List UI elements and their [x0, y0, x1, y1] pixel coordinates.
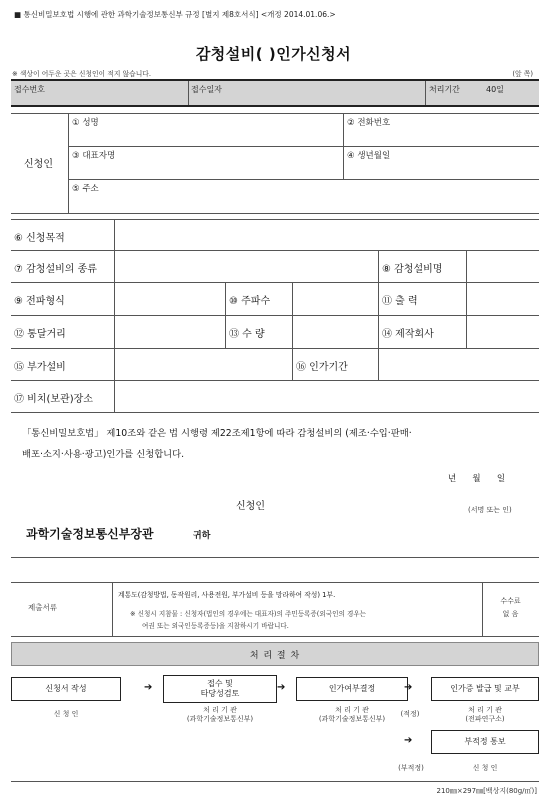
actor-applicant: 신 청 인	[53, 710, 79, 718]
purpose-label: ⑥ 신청목적	[14, 233, 65, 244]
actor-agency-line-1: 처 리 기 관	[203, 706, 237, 714]
divider	[482, 582, 483, 636]
radio-format-label: ⑨ 전파형식	[14, 296, 65, 307]
declaration-line-2: 배포·소지·사용·광고)인가를 신청합니다.	[22, 449, 185, 460]
row-rule	[11, 412, 539, 413]
processing-period-value: 40일	[486, 85, 504, 94]
actor-agency	[163, 706, 277, 725]
step-application: 신청서 작성	[11, 677, 121, 701]
recipient-name: 과학기술정보통신부장관	[26, 527, 154, 541]
row-rule	[11, 380, 539, 381]
frequency-label: ⑩ 주파수	[229, 296, 271, 307]
actor-agency-line-2: (과학기술정보통신부)	[186, 715, 254, 724]
shaded-note: ※ 색상이 어두운 곳은 신청인이 적지 않습니다.	[12, 70, 152, 78]
actor-radio-institute-line-1: 처 리 기 관	[468, 706, 502, 714]
receipt-bottom-rule	[11, 105, 539, 107]
footer-rule	[11, 781, 539, 782]
attachment-note-2: 여권 또는 외국인등록증등)을 지참하시기 바랍니다.	[142, 622, 289, 630]
phone-field[interactable]: ② 전화번호	[347, 118, 391, 128]
recipient-honorific: 귀하	[193, 531, 211, 541]
representative-field[interactable]: ③ 대표자명	[72, 151, 116, 161]
divider	[188, 81, 189, 105]
actor-agency-decision-line-1: 처 리 기 관	[335, 706, 369, 714]
actor-agency-decision	[296, 706, 408, 725]
step-review-line-1: 접수 및	[207, 678, 233, 688]
row-rule	[11, 348, 539, 349]
divider	[112, 582, 113, 636]
name-field[interactable]: ① 성명	[72, 118, 99, 128]
approval-period-label: ⑯ 인가기간	[296, 362, 348, 373]
step-review	[163, 675, 277, 703]
manufacturer-label: ⑭ 제작회사	[382, 329, 434, 340]
row-rule	[11, 582, 539, 583]
output-label: ⑪ 출 력	[382, 296, 418, 307]
purpose-input[interactable]	[115, 220, 539, 250]
divider	[378, 348, 379, 380]
attachment-document: 계통도(감청방법, 동작원리, 사용전원, 부가설비 등을 망라하여 작성) 1부.	[118, 591, 336, 599]
row-rule	[11, 213, 539, 214]
divider	[292, 348, 293, 380]
quantity-label: ⑬ 수 량	[229, 329, 265, 340]
row-rule	[68, 146, 539, 147]
row-rule	[11, 557, 539, 558]
distance-label: ⑫ 통달거리	[14, 329, 66, 340]
declaration-line-1: 「통신비밀보호법」 제10조와 같은 법 시행령 제22조제1항에 따라 감청설비의 (제조·수입·판매·	[22, 428, 412, 439]
row-rule	[11, 315, 539, 316]
signature-placeholder[interactable]: (서명 또는 인)	[468, 506, 512, 514]
arrow-right-icon: ➔	[404, 682, 413, 693]
attachments-label: 제출서류	[28, 603, 57, 612]
step-issuance: 인가증 발급 및 교부	[431, 677, 539, 701]
applicant-top-rule	[11, 113, 539, 114]
row-rule	[11, 282, 539, 283]
step-review-line-2: 타당성검토	[200, 689, 240, 698]
actor-radio-institute-line-2: (전파연구소)	[465, 715, 505, 724]
row-rule	[11, 250, 539, 251]
divider	[466, 250, 467, 282]
processing-period-label: 처리기간	[429, 85, 460, 94]
actor-agency-decision-line-2: (과학기술정보통신부)	[318, 715, 386, 724]
divider	[68, 113, 69, 213]
birthdate-field[interactable]: ④ 생년월일	[347, 151, 391, 161]
applicant-section-label: 신청인	[24, 159, 53, 170]
fee-label: 수수료	[500, 597, 521, 605]
accessories-label: ⑮ 부가설비	[14, 362, 66, 373]
divider	[378, 250, 379, 282]
row-rule	[11, 636, 539, 637]
condition-appropriate: (적정)	[400, 710, 420, 718]
fee-value: 없 음	[502, 610, 519, 618]
divider	[425, 81, 426, 105]
page-title: 감청설비( )인가신청서	[195, 45, 352, 63]
date-line: 년 월 일	[448, 474, 506, 484]
actor-radio-institute	[431, 706, 539, 725]
location-label: ⑰ 비치(보관)장소	[14, 394, 93, 405]
arrow-right-icon: ➔	[277, 682, 286, 693]
receipt-number-label: 접수번호	[14, 85, 45, 94]
row-rule	[68, 179, 539, 180]
applicant-signature-label: 신청인	[236, 501, 265, 512]
paper-size: 210㎜×297㎜[백상지(80g/㎡)]	[436, 787, 537, 795]
receipt-date-label: 접수일자	[191, 85, 222, 94]
condition-inappropriate: (부적정)	[398, 764, 424, 772]
process-header: 처 리 절 차	[11, 642, 539, 666]
arrow-right-icon: ➔	[144, 682, 153, 693]
attachment-note-1: ※ 신청시 지참물 : 신청자(법인의 경우에는 대표자)의 주민등록증(외국인의 경우는	[130, 610, 367, 618]
actor-applicant-2: 신 청 인	[472, 764, 498, 772]
page-side-label: (앞 쪽)	[512, 70, 533, 78]
equipment-name-label: ⑧ 감청설비명	[382, 264, 443, 275]
step-decision: 인가여부결정	[296, 677, 408, 701]
equipment-type-label: ⑦ 감청설비의 종류	[14, 264, 97, 275]
address-field[interactable]: ⑤ 주소	[72, 184, 99, 194]
arrow-right-icon: ➔	[404, 735, 413, 746]
step-rejection-notice: 부적정 통보	[431, 730, 539, 754]
form-reference: ■ 통신비밀보호법 시행에 관한 과학기술정보통신부 규정 [별지 제8호서식] <개정 2014.01.06.>	[14, 10, 336, 19]
